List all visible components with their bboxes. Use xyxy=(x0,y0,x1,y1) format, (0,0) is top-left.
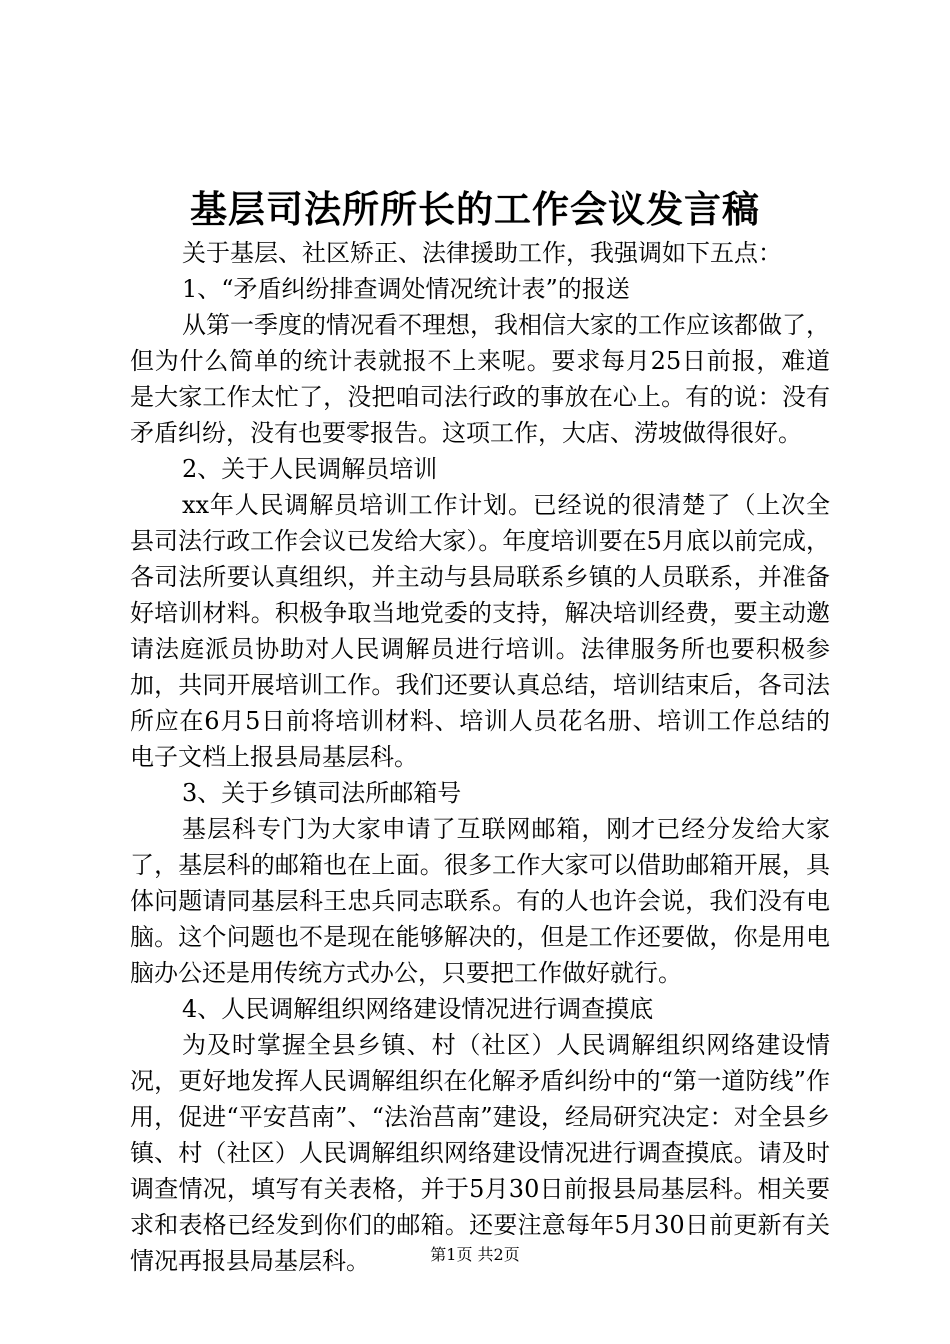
intro-paragraph: 关于基层、社区矫正、法律援助工作，我强调如下五点： xyxy=(182,239,782,267)
section-paragraph-4: 为及时掌握全县乡镇、村（社区）人民调解组织网络建设情况，更好地发挥人民调解组织在化解矛盾纠纷中的“第一道防线”作用，促进“平安莒南”、“法治莒南”建设，经局研究决定：对全县乡镇、村（社区）人民调解组织网络建设情况进行调查摸底。请及时调查情况，填写有关表格，并于5月30日前报县局基层科。相关要求和表格已经发到你们的邮箱。还要注意每年5月30日前更新有关情况再报县局基层科。 xyxy=(130,1031,830,1275)
section-paragraph-2: xx年人民调解员培训工作计划。已经说的很清楚了（上次全县司法行政工作会议已发给大家）。年度培训要在5月底以前完成，各司法所要认真组织，并主动与县局联系乡镇的人员联系，并准备好培训材料。积极争取当地党委的支持，解决培训经费，要主动邀请法庭派员协助对人民调解员进行培训。法律服务所也要积极参加，共同开展培训工作。我们还要认真总结，培训结束后，各司法所应在6月5日前将培训材料、培训人员花名册、培训工作总结的电子文档上报县局基层科。 xyxy=(130,491,830,771)
section-paragraph-3: 基层科专门为大家申请了互联网邮箱，刚才已经分发给大家了，基层科的邮箱也在上面。很多工作大家可以借助邮箱开展，具体问题请同基层科王忠兵同志联系。有的人也许会说，我们没有电脑。这个问题也不是现在能够解决的，但是工作还要做，你是用电脑办公还是用传统方式办公，只要把工作做好就行。 xyxy=(130,815,830,987)
page-footer: 第1页 共2页 xyxy=(430,1245,520,1264)
section-heading-1: 1、“矛盾纠纷排查调处情况统计表”的报送 xyxy=(182,275,630,303)
document-body xyxy=(130,235,830,1279)
section-heading-3: 3、关于乡镇司法所邮箱号 xyxy=(182,779,462,807)
section-heading-4: 4、人民调解组织网络建设情况进行调查摸底 xyxy=(182,995,654,1023)
document-title: 基层司法所所长的工作会议发言稿 xyxy=(190,187,760,231)
section-paragraph-1: 从第一季度的情况看不理想，我相信大家的工作应该都做了，但为什么简单的统计表就报不上来呢。要求每月25日前报，难道是大家工作太忙了，没把咱司法行政的事放在心上。有的说：没有矛盾纠纷，没有也要零报告。这项工作，大店、涝坡做得很好。 xyxy=(130,311,830,447)
section-heading-2: 2、关于人民调解员培训 xyxy=(182,455,438,483)
